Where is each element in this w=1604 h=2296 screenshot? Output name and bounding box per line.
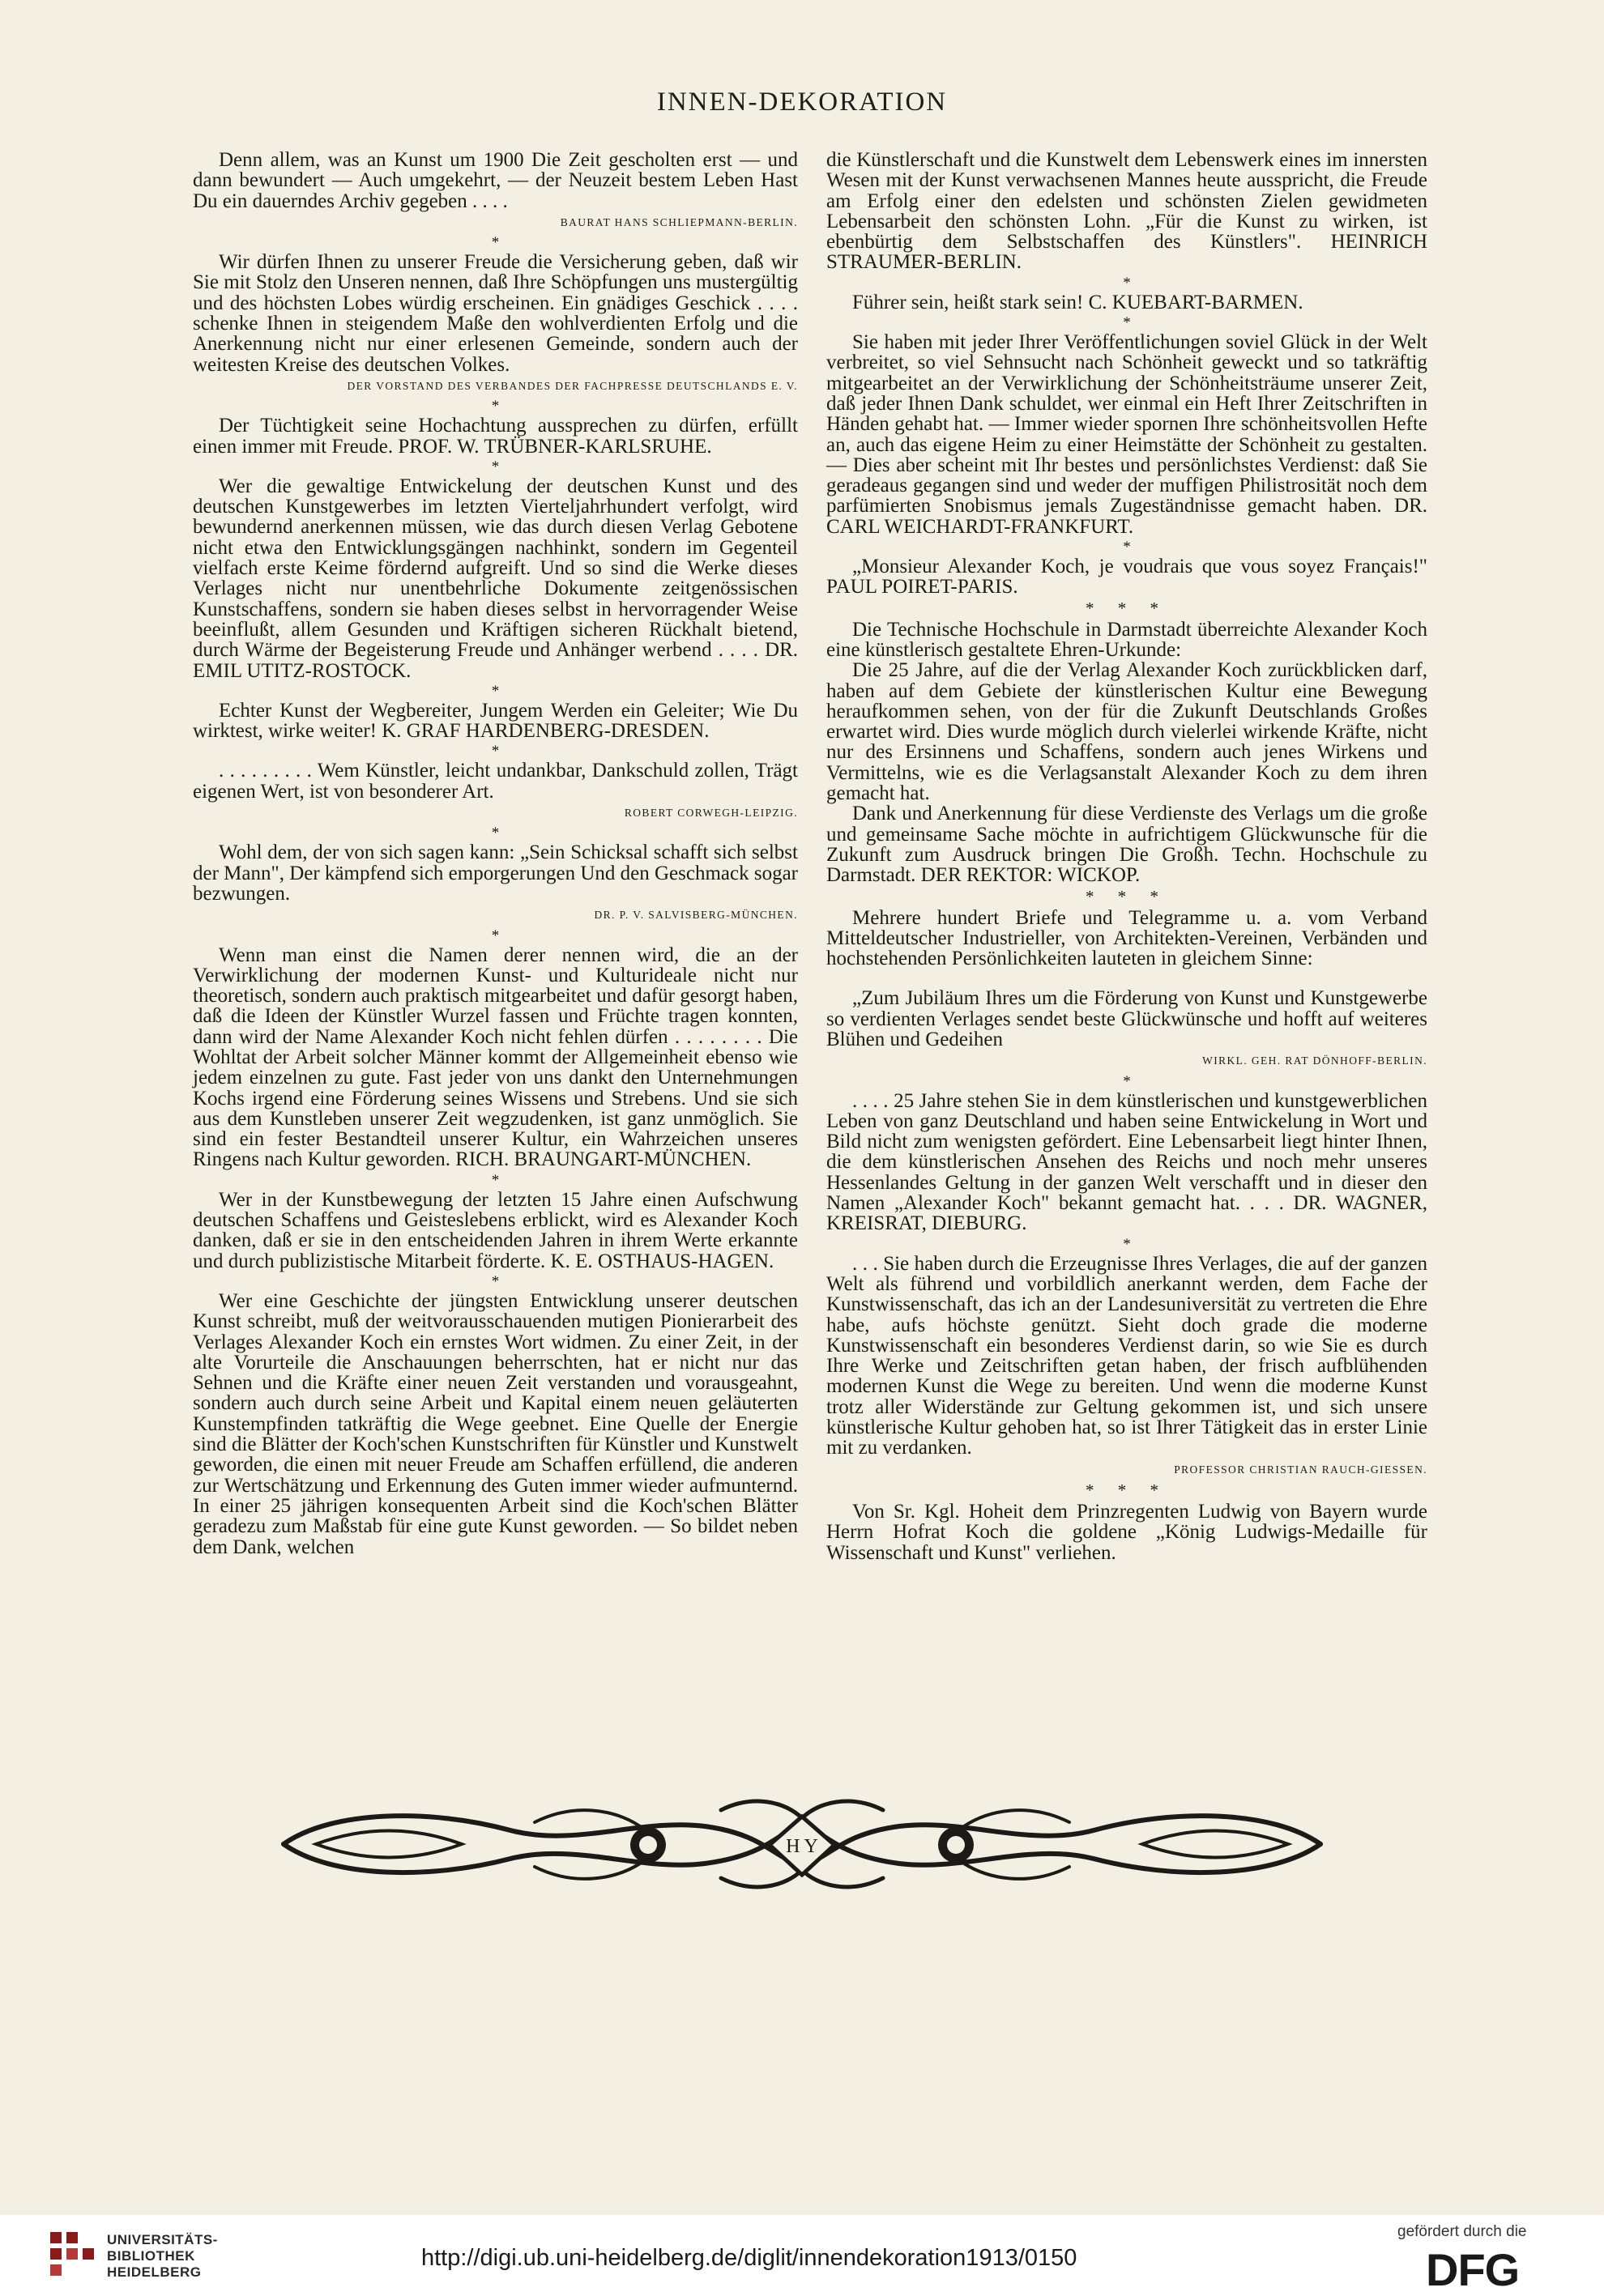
paragraph: Wir dürfen Ihnen zu unserer Freude die Versicherung geben, daß wir Sie mit Stolz den Unseren nennen, daß Ihre Schöpfungen uns mustergültig und des höchsten Lobes würdig erscheinen. Ein gnädiges Geschick . . . . schenke Ihnen in steigendem Maße den wohlverdienten Erfolg und die Anerkennung nicht nur einer erlesenen Gemeinde, sondern auch der weitesten Kreise des deutschen Volkes.	[193, 251, 798, 376]
university-logo-icon	[49, 2229, 97, 2277]
paragraph: Echter Kunst der Wegbereiter, Jungem Werden ein Geleiter; Wie Du wirktest, wirke weiter! K. GRAF HARDENBERG-DRESDEN.	[193, 699, 798, 743]
section-divider: *	[1123, 274, 1131, 292]
section-divider: *	[1123, 1072, 1131, 1090]
paragraph: . . . Sie haben durch die Erzeugnisse Ihres Verlages, die auf der ganzen Welt als führend und vorbildlich anerkannt werden, dem Fache der Kunstwissenschaft, das ich an der Landesuniversität zu vertreten die Ehre habe, aufs höchste genützt. Sieht doch grade die moderne Kunstwissenschaft ein besonderes Verdienst darin, so wie Sie es durch Ihre Werke und Zeitschriften getan haben, der frisch aufblühenden modernen Kunst die Wege zu bereiten. Und wenn die moderne Kunst trotz aller Widerstände zur Geltung gekommen ist, und sich unsere künstlerische Kultur gehoben hat, so ist Ihrer Tätigkeit das in erster Linie mit zu verdanken.	[826, 1252, 1427, 1459]
right-column	[826, 150, 1427, 1563]
paragraph: . . . . 25 Jahre stehen Sie in dem künstlerischen und kunstgewerblichen Leben von ganz Deutschland und haben seine Entwickelung in Wort und Bild nicht zum wenigsten gefördert. Eine Lebensarbeit liegt hinter Ihnen, die dem künstlerischen Ansehen des Reichs und noch mehr unseres Hessenlandes Geltung in der ganzen Welt verschafft und in dieser den Namen „Alexander Koch" bekannt gemacht hat. . . . DR. WAGNER, KREISRAT, DIEBURG.	[826, 1089, 1427, 1235]
paragraph: Wohl dem, der von sich sagen kann: „Sein Schicksal schafft sich selbst der Mann", Der kämpfend sich emporgerungen Und den Geschmack sogar bezwungen.	[193, 841, 799, 905]
paragraph: Wer eine Geschichte der jüngsten Entwicklung unserer deutschen Kunst schreibt, muß der weitvorausschauenden mutigen Pionierarbeit des Verlages Alexander Koch ein ernstes Wort widmen. Zu einer Zeit, in der alte Vorurteile die Anschauungen beherrschten, hat er nicht nur das Sehnen und die Kräfte einer neuen Zeit verstanden und vorausgeahnt, sondern auch durch seine Arbeit und Kapital einem neuen geläuterten Kunstempfinden tatkräftig die Wege geebnet. Eine Quelle der Energie sind die Blätter der Koch'schen Kunstschriften für Künstler und Kunstwelt geworden, die einen mit neuer Freude am Schaffen erfüllend, die anderen zur Wertschätzung und Erkennung des Guten immer wieder aufmunternd. In einer 25 jährigen konsequenten Arbeit sind die Koch'schen Blätter geradezu zum Maßstab für eine gute Kunst geworden. — So bildet neben dem Dank, welchen	[193, 1289, 798, 1558]
section-divider: *	[491, 682, 500, 700]
page-title: INNEN-DEKORATION	[656, 87, 948, 117]
paragraph: Von Sr. Kgl. Hoheit dem Prinzregenten Ludwig von Bayern wurde Herrn Hofrat Koch die goldene „König Ludwigs-Medaille für Wissenschaft und Kunst" verliehen.	[826, 1500, 1427, 1564]
ornament-monogram: H Y	[786, 1836, 818, 1857]
left-column	[193, 150, 798, 1557]
section-divider: *	[1123, 314, 1131, 332]
paragraph: . . . . . . . . . Wem Künstler, leicht undankbar, Dankschuld zollen, Trägt eigenen Wert, ist von besonderer Art.	[193, 760, 798, 803]
decorative-ornament	[267, 1794, 1337, 1895]
paragraph: Die Technische Hochschule in Darmstadt überreichte Alexander Koch eine künstlerisch gestaltete Ehren-Urkunde:	[826, 618, 1427, 661]
institution-line-2: BIBLIOTHEK	[107, 2248, 195, 2264]
signature: WIRKL. GEH. RAT DÖNHOFF-BERLIN.	[1202, 1054, 1427, 1067]
institution-line-1: UNIVERSITÄTS-	[107, 2232, 218, 2247]
paragraph: Der Tüchtigkeit seine Hochachtung aussprechen zu dürfen, erfüllt einen immer mit Freude. PROF. W. TRÜBNER-KARLSRUHE.	[193, 415, 798, 458]
section-divider: * * *	[1086, 886, 1168, 906]
section-divider: *	[491, 1171, 500, 1189]
paragraph: „Zum Jubiläum Ihres um die Förderung von Kunst und Kunstgewerbe so verdienten Verlages sendet beste Glückwünsche und hofft auf weiteres Blühen und Gedeihen	[826, 987, 1427, 1050]
signature: PROFESSOR CHRISTIAN RAUCH-GIESSEN.	[1174, 1463, 1427, 1476]
paragraph: Die 25 Jahre, auf die der Verlag Alexander Koch zurückblicken darf, haben auf dem Gebiete der künstlerischen Kultur eine Bewegung heraufkommen sehen, von der für die Zukunft Deutschlands Großes erwartet wird. Dies wurde möglich durch vielerlei wirkende Kräfte, nicht nur des Ersinnens und Schaffens, sondern auch jenes Wirkens und Vermittelns, wie es die Verlagsanstalt Alexander Koch zu dem ihren gemacht hat.	[826, 659, 1427, 805]
spacer	[826, 969, 1427, 988]
section-divider: *	[491, 926, 500, 944]
paragraph: Wer die gewaltige Entwickelung der deutschen Kunst und des deutschen Kunstgewerbes im letzten Vierteljahrhundert verfolgt, wird bewundernd anerkennen müssen, wie das durch diesen Verlag Gebotene nicht etwa den Entwicklungsgängen nachhinkt, sondern im Gegenteil vielfach erste Keime fördernd aufgreift. Und so sind die Werke dieses Verlages nicht nur unentbehrliche Dokumente zeitgenössischen Kunstschaffens, sondern sie haben dieses selbst in hervorragender Weise beeinflußt, allem Gesunden und Kräftigen sicheren Rückhalt bietend, durch Wärme der Begeisterung Freude und Anhänger werbend . . . . DR. EMIL UTITZ-ROSTOCK.	[193, 475, 798, 682]
signature: DR. P. V. SALVISBERG-MÜNCHEN.	[594, 909, 798, 922]
section-divider: *	[1123, 1235, 1131, 1253]
paragraph: Wenn man einst die Namen derer nennen wird, die an der Verwirklichung der modernen Kunst- und Kulturideale nicht nur theoretisch, sondern auch praktisch mitgearbeitet und dafür gesorgt haben, daß die Ideen der Künstler Wurzel fassen und Früchte tragen konnten, dann wird der Name Alexander Koch nicht fehlen dürfen . . . . . . . . Die Wohltat der Arbeit solcher Männer kommt der Allgemeinheit ebenso wie jedem einzelnen zu gute. Fast jeder von uns dankt den Unternehmungen Kochs irgend eine Förderung seines Wissens und Strebens. Und sie sich aus dem Kunstleben unserer Zeit wegzudenken, ist ganz unmöglich. Sie sind ein fester Bestandteil unserer Kultur, ein Wahrzeichen unseres Ringens nach Kultur geworden. RICH. BRAUNGART-MÜNCHEN.	[193, 944, 798, 1171]
section-divider: * * *	[1086, 1480, 1168, 1500]
paragraph: Wer in der Kunstbewegung der letzten 15 Jahre einen Aufschwung deutschen Schaffens und Geisteslebens erblickt, wird es Alexander Koch danken, daß er sie in den entscheidenden Jahren in ihrem Werte erkannte und durch publizistische Mitarbeit förderte. K. E. OSTHAUS-HAGEN.	[193, 1188, 798, 1272]
section-divider: *	[491, 1272, 500, 1290]
section-divider: *	[1123, 539, 1131, 556]
signature: ROBERT CORWEGH-LEIPZIG.	[624, 807, 798, 820]
section-divider: * * *	[1086, 598, 1168, 618]
signature: DER VORSTAND DES VERBANDES DER FACHPRESSE DEUTSCHLANDS E. V.	[347, 379, 798, 392]
paragraph: Führer sein, heißt stark sein! C. KUEBART-BARMEN.	[852, 291, 1303, 313]
section-divider: *	[491, 234, 500, 252]
dfg-logo: DFG	[1426, 2244, 1520, 2295]
section-divider: *	[491, 824, 500, 842]
institution-line-3: HEIDELBERG	[107, 2264, 202, 2280]
section-divider: *	[491, 458, 500, 475]
signature: BAURAT HANS SCHLIEPMANN-BERLIN.	[560, 215, 798, 228]
paragraph: Mehrere hundert Briefe und Telegramme u. a. vom Verband Mitteldeutscher Industrieller, von Architekten-Vereinen, Verbänden und hochstehenden Persönlichkeiten lauteten in gleichem Sinne:	[826, 906, 1427, 970]
paragraph: „Monsieur Alexander Koch, je voudrais que vous soyez Français!" PAUL POIRET-PARIS.	[826, 556, 1427, 598]
paragraph: Dank und Anerkennung für diese Verdienste des Verlags um die große und gemeinsame Sache möchte in aufrichtigem Glückwunsche für die Zukunft zum Ausdruck bringen Die Großh. Techn. Hochschule zu Darmstadt. DER REKTOR: WICKOP.	[826, 803, 1427, 887]
paragraph: Sie haben mit jeder Ihrer Veröffentlichungen soviel Glück in der Welt verbreitet, so viel Sehnsucht nach Schönheit geweckt und so tatkräftig mitgearbeitet an der Verwirklichung der Schönheitsträume unserer Zeit, daß jeder Ihnen Dank schuldet, wer einmal ein Heft Ihrer Zeitschriften in Händen gehabt hat. — Immer wieder spornen Ihre schönheitsvollen Hefte an, auch das eigene Heim zu einer Heimstätte der Schönheit zu gestalten. — Dies aber scheint mit Ihr bestes und persönlichstes Verdienst: daß Sie geradeaus gegangen sind und weder der muffigen Philistrosität noch dem parfümierten Snobismus jemals Zugeständnisse gemacht haben. DR. CARL WEICHARDT-FRANKFURT.	[826, 331, 1427, 538]
source-url-link[interactable]: http://digi.ub.uni-heidelberg.de/diglit/innendekoration1913/0150	[421, 2245, 1077, 2271]
paragraph: Denn allem, was an Kunst um 1900 Die Zeit gescholten erst — und dann bewundert — Auch umgekehrt, — der Neuzeit bestem Leben Hast Du ein dauerndes Archiv gegeben . . . .	[193, 149, 798, 212]
institution-name	[107, 2232, 218, 2281]
funded-by-label: gefördert durch die	[1397, 2223, 1527, 2240]
paragraph: die Künstlerschaft und die Kunstwelt dem Lebenswerk eines im innersten Wesen mit der Kunst verwachsenen Mannes heute ausspricht, die Freude am Erfolg einer den edelsten und schönsten Zielen gewidmeten Lebensarbeit den schönsten Lohn. „Für die Kunst zu wirken, ist ebenbürtig dem Selbstschaffen des Künstlers". HEINRICH STRAUMER-BERLIN.	[826, 149, 1427, 274]
section-divider: *	[491, 398, 500, 415]
section-divider: *	[491, 743, 500, 760]
